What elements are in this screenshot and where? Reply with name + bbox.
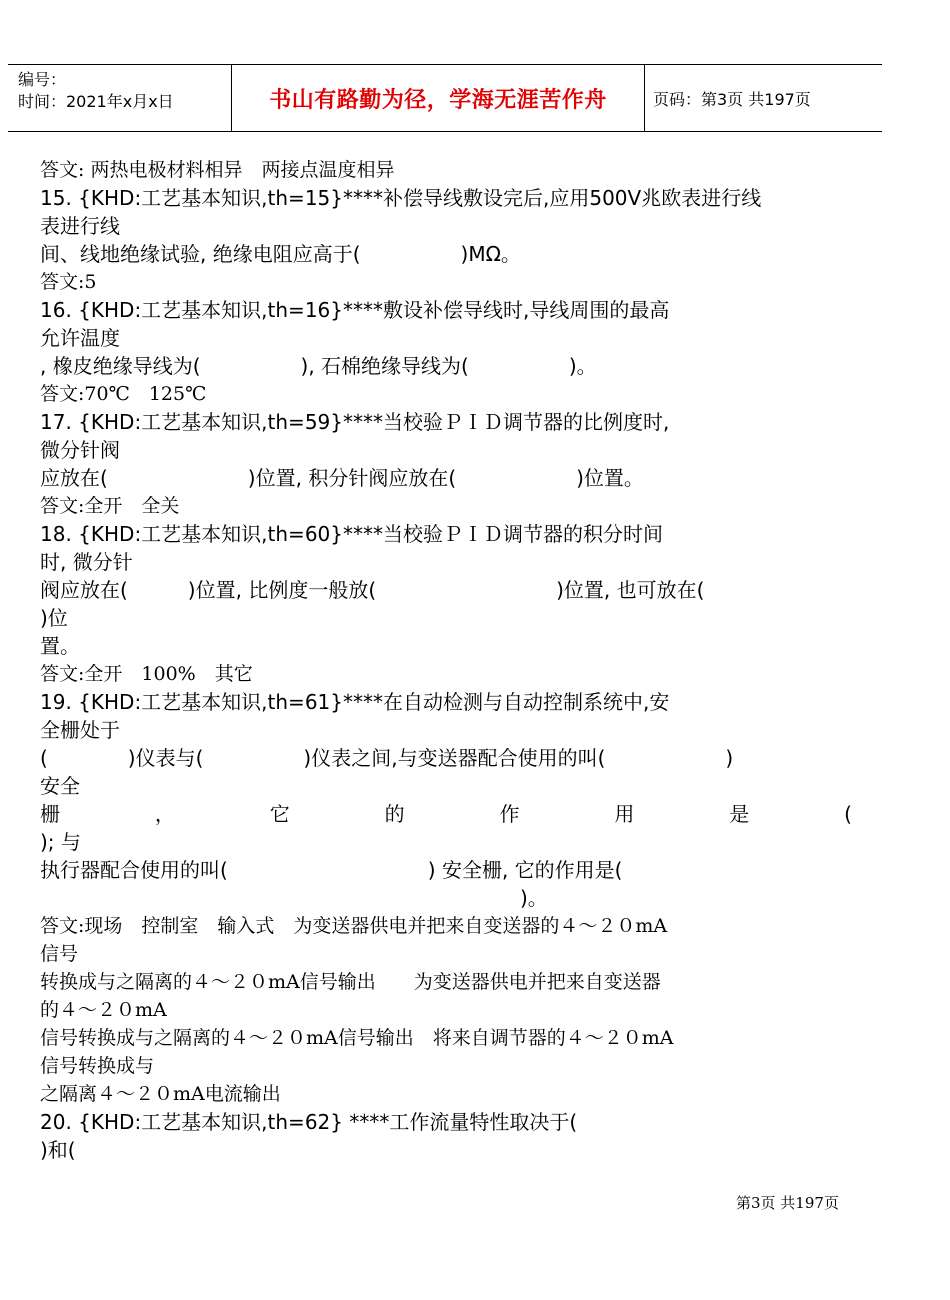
question-line: 时, 微分针	[40, 550, 133, 574]
justified-char: 它	[269, 802, 290, 826]
question-line: 全栅处于	[40, 718, 120, 742]
question-line: 安全	[40, 774, 80, 798]
header-motto: 书山有路勤为径，学海无涯苦作舟	[269, 87, 607, 113]
justified-char: 用	[614, 802, 635, 826]
justified-char: 作	[499, 802, 520, 826]
header-page-number: 页码：第3页 共197页	[653, 89, 811, 109]
answer-line: 答文:70℃ 125℃	[40, 383, 207, 405]
question-line: 执行器配合使用的叫( ) 安全栅, 它的作用是(	[40, 858, 623, 882]
answer-line: 之隔离４～２０mA电流输出	[40, 1083, 281, 1105]
header-meta	[18, 69, 174, 113]
question-line: 微分针阀	[40, 438, 120, 462]
answer-line: 的４～２０mA	[40, 999, 167, 1021]
answer-line: 答文:现场 控制室 输入式 为变送器供电并把来自变送器的４～２０mA	[40, 915, 668, 937]
justified-char: 是	[729, 802, 750, 826]
question-line: 应放在( )位置, 积分针阀应放在( )位置。	[40, 466, 644, 490]
question-line: 16. {KHD:工艺基本知识,th=16}****敷设补偿导线时,导线周围的最高	[40, 298, 670, 322]
answer-line: 答文:全开 全关	[40, 495, 180, 517]
justified-line	[40, 800, 852, 828]
question-line: )和(	[40, 1138, 76, 1162]
answer-line: 答文:全开 100% 其它	[40, 663, 253, 685]
justified-char: 栅	[40, 802, 60, 826]
answer-line: 信号转换成与之隔离的４～２０mA信号输出 将来自调节器的４～２０mA	[40, 1027, 674, 1049]
question-line: 允许温度	[40, 326, 120, 350]
answer-line: 转换成与之隔离的４～２０mA信号输出 为变送器供电并把来自变送器	[40, 971, 661, 993]
page-header	[8, 64, 882, 132]
question-line: 表进行线	[40, 214, 120, 238]
question-line: 15. {KHD:工艺基本知识,th=15}****补偿导线敷设完后,应用500V兆欧表进行线	[40, 186, 762, 210]
question-line: ); 与	[40, 830, 81, 854]
question-line: , 橡皮绝缘导线为( ), 石棉绝缘导线为( )。	[40, 354, 597, 378]
question-line: ( )仪表与( )仪表之间,与变送器配合使用的叫( )	[40, 746, 734, 770]
justified-char: (	[844, 802, 852, 826]
question-line: )。	[40, 886, 548, 910]
number-label: 编号：	[18, 70, 67, 89]
page-footer: 第3页 共197页	[736, 1194, 839, 1212]
justified-char: ，	[154, 802, 175, 826]
question-line: 19. {KHD:工艺基本知识,th=61}****在自动检测与自动控制系统中,安	[40, 690, 670, 714]
answer-line: 答文:5	[40, 271, 97, 293]
question-line: )位	[40, 606, 68, 630]
question-line: 18. {KHD:工艺基本知识,th=60}****当校验ＰＩＤ调节器的积分时间	[40, 522, 663, 546]
question-line: 20. {KHD:工艺基本知识,th=62} ****工作流量特性取决于(	[40, 1110, 578, 1134]
question-line: 置。	[40, 634, 80, 658]
document-body	[40, 156, 852, 1164]
justified-char: 的	[384, 802, 405, 826]
question-line: 阀应放在( )位置, 比例度一般放( )位置, 也可放在(	[40, 578, 705, 602]
question-line: 间、线地绝缘试验, 绝缘电阻应高于( )MΩ。	[40, 242, 521, 266]
question-line: 17. {KHD:工艺基本知识,th=59}****当校验ＰＩＤ调节器的比例度时,	[40, 410, 670, 434]
time-label: 时间：2021年x月x日	[18, 92, 174, 111]
answer-line: 答文: 两热电极材料相异 两接点温度相异	[40, 159, 395, 181]
answer-line: 信号	[40, 943, 79, 965]
header-divider	[644, 65, 645, 131]
answer-line: 信号转换成与	[40, 1055, 155, 1077]
